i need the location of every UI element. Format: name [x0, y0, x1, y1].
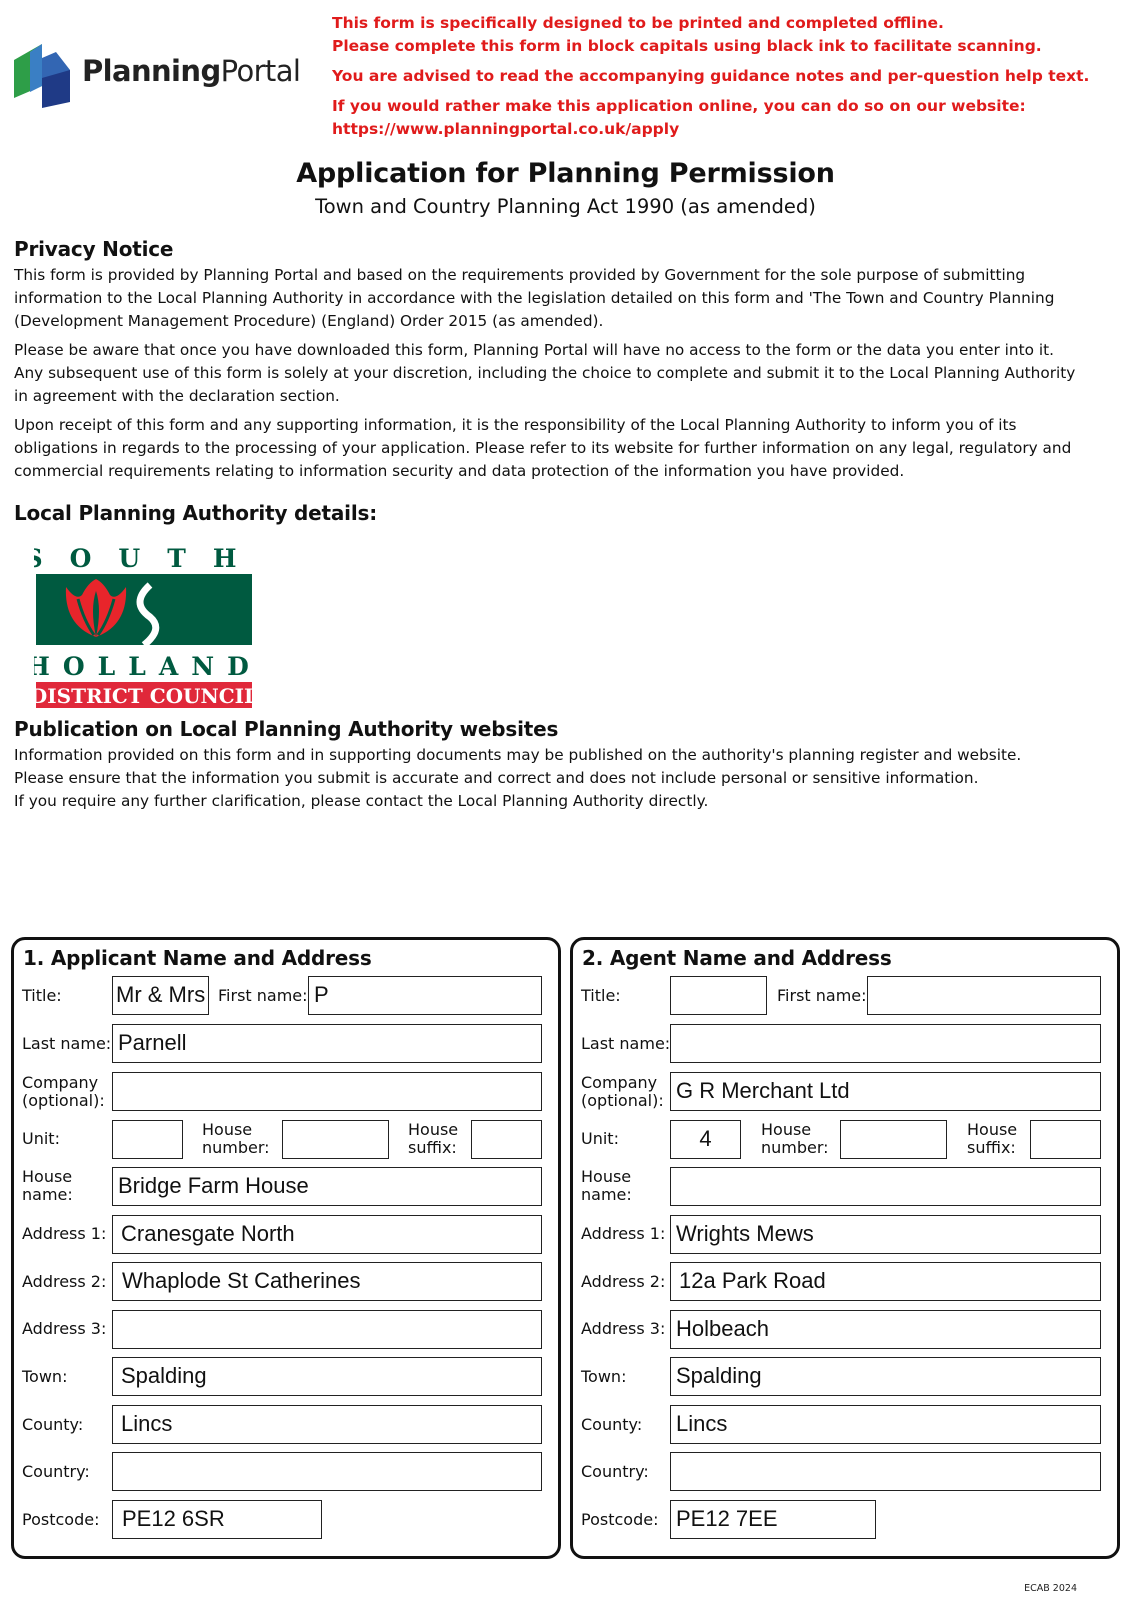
address2-label: Address 2: [581, 1272, 666, 1291]
planning-portal-wordmark [82, 54, 300, 88]
privacy-text: commercial requirements relating to information security and data protection of the information you have provided. [14, 462, 905, 480]
logo-text-district-council: DISTRICT COUNCIL [34, 684, 254, 708]
privacy-text: information to the Local Planning Authority in accordance with the legislation detailed on this form and 'The Town and Country Planning [14, 289, 1055, 307]
address3-label: Address 3: [581, 1319, 666, 1338]
publication-text: If you require any further clarification, please contact the Local Planning Authority directly. [14, 792, 709, 810]
applicant-country-field[interactable] [112, 1452, 542, 1491]
lpa-heading: Local Planning Authority details: [14, 501, 377, 525]
house-number-label: number: [202, 1138, 270, 1157]
agent-heading: 2. Agent Name and Address [582, 946, 892, 970]
publication-text: Please ensure that the information you submit is accurate and correct and does not include personal or sensitive information. [14, 769, 979, 787]
publication-text: Information provided on this form and in supporting documents may be published on the authority's planning register and website. [14, 746, 1022, 764]
house-number-label: number: [761, 1138, 829, 1157]
agent-unit-field[interactable]: 4 [670, 1120, 741, 1159]
house-number-label: House [202, 1120, 253, 1139]
lpa-details-section [14, 502, 1119, 528]
applicant-title-field[interactable]: Mr & Mrs [112, 976, 209, 1015]
planning-portal-logo [12, 40, 301, 110]
agent-town-field[interactable]: Spalding [670, 1357, 1101, 1396]
applicant-house-suffix-field[interactable] [471, 1120, 542, 1159]
first-name-label: First name: [218, 986, 308, 1005]
privacy-text: This form is provided by Planning Portal and based on the requirements provided by Government for the sole purpose of submitting [14, 266, 1026, 284]
applicant-address3-field[interactable] [112, 1310, 542, 1349]
notice-line: This form is specifically designed to be printed and completed offline. [332, 14, 944, 32]
unit-label: Unit: [22, 1129, 60, 1148]
town-label: Town: [22, 1367, 68, 1386]
house-suffix-label: suffix: [967, 1138, 1016, 1157]
address3-label: Address 3: [22, 1319, 107, 1338]
applicant-first-name-field[interactable]: P [308, 976, 542, 1015]
agent-house-suffix-field[interactable] [1030, 1120, 1101, 1159]
privacy-text: obligations in regards to the processing of your application. Please refer to its website for further information on any legal, regulatory and [14, 439, 1072, 457]
page-title: Application for Planning Permission [296, 158, 835, 189]
applicant-house-name-field[interactable]: Bridge Farm House [112, 1167, 542, 1206]
applicant-heading: 1. Applicant Name and Address [23, 946, 372, 970]
privacy-text: Any subsequent use of this form is solely at your discretion, including the choice to complete and submit it to the Local Planning Authority [14, 364, 1076, 382]
house-suffix-label: House [967, 1120, 1018, 1139]
address1-label: Address 1: [581, 1224, 666, 1243]
postcode-label: Postcode: [22, 1510, 100, 1529]
house-name-label: name: [22, 1185, 73, 1204]
applicant-last-name-field[interactable]: Parnell [112, 1024, 542, 1063]
privacy-text: in agreement with the declaration section. [14, 387, 340, 405]
applicant-address1-field[interactable]: Cranesgate North [112, 1215, 542, 1254]
notice-line: If you would rather make this application online, you can do so on our website: [332, 97, 1026, 115]
logo-text-holland: HOLLAND [34, 652, 254, 681]
title-label: Title: [581, 986, 621, 1005]
apply-online-link[interactable]: https://www.planningportal.co.uk/apply [332, 120, 680, 138]
offline-form-notice [332, 12, 1122, 148]
house-suffix-label: suffix: [408, 1138, 457, 1157]
agent-address1-field[interactable]: Wrights Mews [670, 1215, 1101, 1254]
notice-line: Please complete this form in block capitals using black ink to facilitate scanning. [332, 37, 1042, 55]
agent-country-field[interactable] [670, 1452, 1101, 1491]
logo-text-south: SOUTH [34, 545, 254, 573]
country-label: Country: [581, 1462, 649, 1481]
county-label: County: [22, 1415, 84, 1434]
applicant-company-field[interactable] [112, 1072, 542, 1111]
applicant-house-number-field[interactable] [282, 1120, 389, 1159]
first-name-label: First name: [777, 986, 867, 1005]
agent-postcode-field[interactable]: PE12 7EE [670, 1500, 876, 1539]
title-label: Title: [22, 986, 62, 1005]
last-name-label: Last name: [22, 1034, 112, 1053]
south-holland-council-logo-art [34, 545, 254, 710]
agent-last-name-field[interactable] [670, 1024, 1101, 1063]
logo-word-planning: Planning [82, 54, 221, 88]
form-code: ECAB 2024 [1024, 1583, 1077, 1594]
house-suffix-label: House [408, 1120, 459, 1139]
agent-address3-field[interactable]: Holbeach [670, 1310, 1101, 1349]
agent-address2-field[interactable]: 12a Park Road [670, 1262, 1101, 1301]
address1-label: Address 1: [22, 1224, 107, 1243]
logo-word-portal: Portal [220, 54, 301, 88]
agent-county-field[interactable]: Lincs [670, 1405, 1101, 1444]
company-label: Company [581, 1073, 658, 1092]
last-name-label: Last name: [581, 1034, 671, 1053]
privacy-text: Upon receipt of this form and any supporting information, it is the responsibility of the Local Planning Authority to inform you of its [14, 416, 1017, 434]
agent-company-field[interactable]: G R Merchant Ltd [670, 1072, 1101, 1111]
page-subtitle: Town and Country Planning Act 1990 (as amended) [315, 195, 816, 218]
agent-title-field[interactable] [670, 976, 767, 1015]
applicant-postcode-field[interactable]: PE12 6SR [112, 1500, 322, 1539]
applicant-unit-field[interactable] [112, 1120, 183, 1159]
notice-line: You are advised to read the accompanying guidance notes and per-question help text. [332, 67, 1090, 85]
applicant-address2-field[interactable]: Whaplode St Catherines [112, 1262, 542, 1301]
county-label: County: [581, 1415, 643, 1434]
house-name-label: House [22, 1167, 73, 1186]
town-label: Town: [581, 1367, 627, 1386]
privacy-heading: Privacy Notice [14, 237, 174, 261]
applicant-town-field[interactable]: Spalding [112, 1357, 542, 1396]
privacy-text: Please be aware that once you have downloaded this form, Planning Portal will have no access to the form or the data you enter into it. [14, 341, 1054, 359]
applicant-panel [11, 937, 561, 1559]
privacy-notice-section [14, 238, 1119, 489]
agent-house-name-field[interactable] [670, 1167, 1101, 1206]
house-name-label: name: [581, 1185, 632, 1204]
form-title-block [0, 158, 1131, 218]
planning-portal-logo-mark [12, 40, 74, 110]
company-optional-label: (optional): [22, 1091, 105, 1110]
south-holland-council-logo [34, 545, 254, 710]
applicant-county-field[interactable]: Lincs [112, 1405, 542, 1444]
publication-heading: Publication on Local Planning Authority websites [14, 717, 559, 741]
unit-label: Unit: [581, 1129, 619, 1148]
company-label: Company [22, 1073, 99, 1092]
agent-panel [570, 937, 1120, 1559]
house-number-label: House [761, 1120, 812, 1139]
company-optional-label: (optional): [581, 1091, 664, 1110]
agent-house-number-field[interactable] [840, 1120, 947, 1159]
publication-section [14, 718, 1119, 819]
privacy-text: (Development Management Procedure) (England) Order 2015 (as amended). [14, 312, 604, 330]
postcode-label: Postcode: [581, 1510, 659, 1529]
country-label: Country: [22, 1462, 90, 1481]
address2-label: Address 2: [22, 1272, 107, 1291]
house-name-label: House [581, 1167, 632, 1186]
agent-first-name-field[interactable] [867, 976, 1101, 1015]
